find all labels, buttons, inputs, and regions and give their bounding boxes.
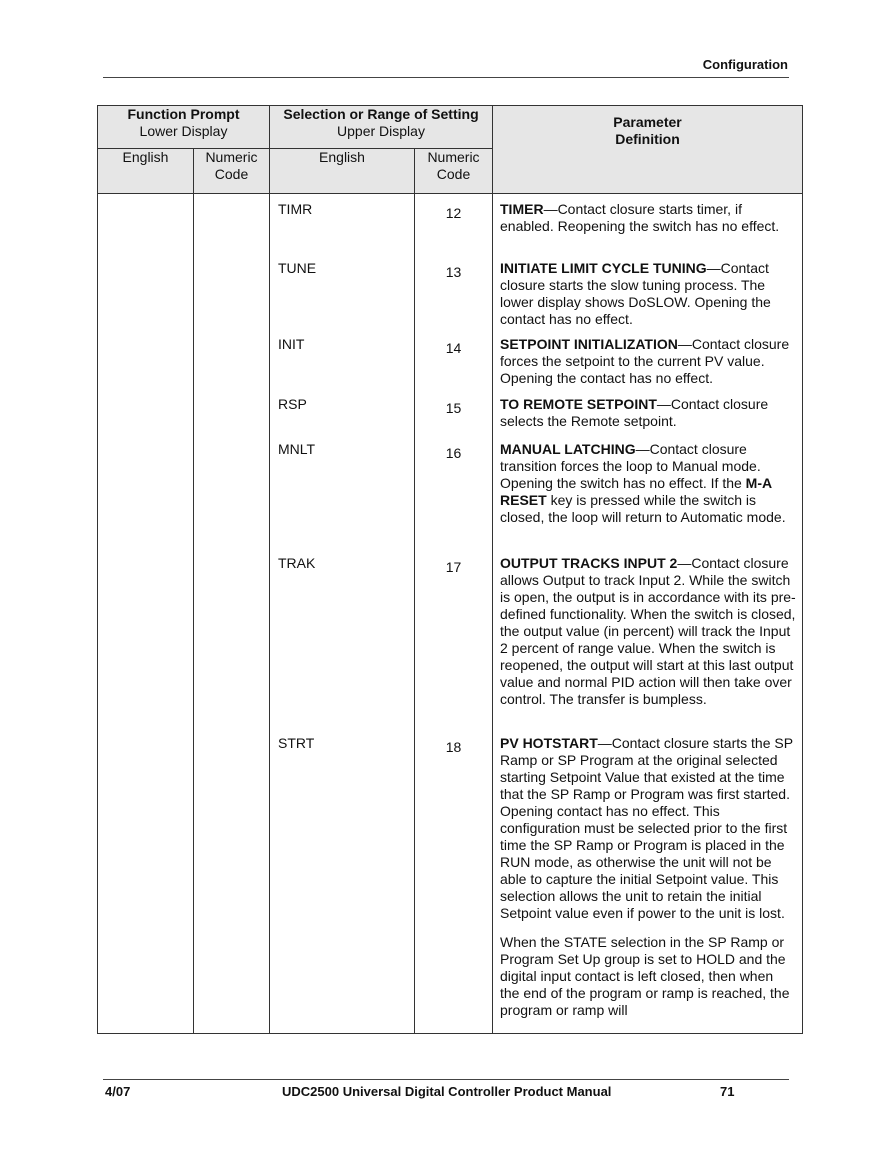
prompt-english-cell bbox=[98, 194, 194, 1034]
definition-rsp: TO REMOTE SETPOINT—Contact closure selects the Remote setpoint. bbox=[500, 396, 769, 429]
selection-english-tune: TUNE bbox=[278, 260, 317, 276]
selection-english-rsp: RSP bbox=[278, 396, 307, 412]
header-selection-sub: Upper Display bbox=[337, 123, 425, 139]
definition-tune: INITIATE LIMIT CYCLE TUNING—Contact closure starts the slow tuning process. The lower display shows DoSLOW. Opening the contact has no effect. bbox=[500, 260, 771, 327]
header-selection bbox=[270, 106, 493, 149]
definition-trak: OUTPUT TRACKS INPUT 2—Contact closure allows Output to track Input 2. While the switch is open, the output is in accordance with its pre-defined functionality. When the switch is closed, the output value (in percent) will track the Input 2 percent of range value. When the switch is reopened, the output will start at this last output value and normal PID action will then take over control. The transfer is bumpless. bbox=[500, 555, 796, 707]
selection-english-trak: TRAK bbox=[278, 555, 316, 571]
selection-code-18: 18 bbox=[445, 739, 462, 755]
selection-code-16: 16 bbox=[445, 445, 462, 461]
selection-english-mnlt: MNLT bbox=[278, 441, 316, 457]
selection-numeric-cell bbox=[415, 194, 493, 1034]
subheader-english-selection: English bbox=[270, 149, 415, 194]
prompt-numeric-cell bbox=[194, 194, 270, 1034]
subheader-english-prompt: English bbox=[98, 149, 194, 194]
header-parameter-sub: Definition bbox=[615, 131, 680, 147]
header-rule bbox=[103, 77, 789, 78]
selection-code-14: 14 bbox=[445, 340, 462, 356]
selection-code-13: 13 bbox=[445, 264, 462, 280]
definition-strt: PV HOTSTART—Contact closure starts the SP Ramp or SP Program at the original selected starting Setpoint Value that existed at the time that the SP Ramp or Program was first started. Opening contact has no effect. This configuration must be selected prior to the first time the SP Ramp or Program is placed in the RUN mode, as otherwise the unit will not be able to capture the initial Setpoint value. This selection allows the unit to retain the initial Setpoint value even if power to the unit is lost. When the STATE selection in the SP Ramp or Program Set Up group is set to HOLD and the digital input contact is left closed, then when the end of the program or ramp is reached, the program or ramp will bbox=[493, 735, 802, 1019]
header-parameter-label: Parameter bbox=[613, 114, 682, 130]
header-function-prompt-sub: Lower Display bbox=[139, 123, 228, 139]
header-parameter bbox=[493, 106, 803, 194]
definition-init: SETPOINT INITIALIZATION—Contact closure forces the setpoint to the current PV value. Opening the contact has no effect. bbox=[500, 336, 790, 386]
definition-timer: TIMER—Contact closure starts timer, if enabled. Reopening the switch has no effect. bbox=[500, 201, 780, 234]
selection-english-init: INIT bbox=[278, 336, 305, 352]
page-header-title: Configuration bbox=[702, 57, 788, 72]
parameter-definition-cell bbox=[493, 194, 803, 1034]
selection-code-17: 17 bbox=[445, 559, 462, 575]
header-function-prompt bbox=[98, 106, 270, 149]
definition-strt-para2: When the STATE selection in the SP Ramp or Program Set Up group is set to HOLD and the digital input contact is left closed, then when the end of the program or ramp is reached, the program or ramp will bbox=[500, 934, 790, 1018]
selection-code-12: 12 bbox=[445, 205, 462, 221]
subheader-numeric-selection: Numeric Code bbox=[415, 149, 493, 194]
footer-page-number: 71 bbox=[720, 1084, 735, 1099]
footer-date: 4/07 bbox=[105, 1084, 131, 1099]
selection-english-cell bbox=[270, 194, 415, 1034]
header-selection-label: Selection or Range of Setting bbox=[283, 106, 479, 122]
configuration-table bbox=[97, 105, 803, 1034]
footer-rule bbox=[103, 1079, 789, 1080]
subheader-numeric-prompt: Numeric Code bbox=[194, 149, 270, 194]
header-function-prompt-label: Function Prompt bbox=[127, 106, 240, 122]
definition-mnlt: MANUAL LATCHING—Contact closure transition forces the loop to Manual mode. Opening the switch has no effect. If the M-A RESET key is pressed while the switch is closed, the loop will return to Automatic mode. bbox=[500, 441, 786, 525]
selection-code-15: 15 bbox=[445, 400, 462, 416]
footer-manual-title: UDC2500 Universal Digital Controller Product Manual bbox=[282, 1084, 612, 1099]
selection-english-strt: STRT bbox=[278, 735, 315, 751]
selection-english-timr: TIMR bbox=[278, 201, 313, 217]
